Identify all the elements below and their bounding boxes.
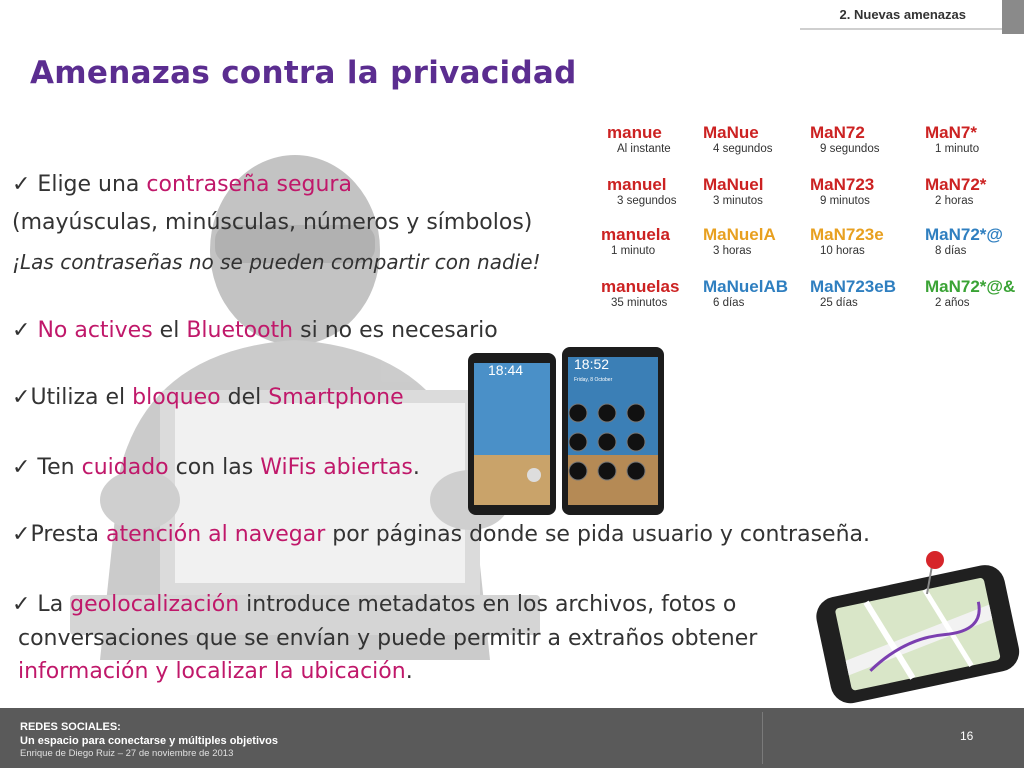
geolocation-line2: conversaciones que se envían y puede permitir a extraños obtener xyxy=(18,626,758,651)
password-word: MaN72 xyxy=(810,123,865,142)
password-example xyxy=(810,277,915,310)
password-example xyxy=(703,225,808,258)
password-example xyxy=(810,225,915,258)
password-strength-table xyxy=(595,120,1024,315)
password-word: MaN72*@ xyxy=(925,225,1003,244)
lockscreen-phones xyxy=(466,345,666,520)
crack-time: 3 minutos xyxy=(713,195,763,207)
password-example xyxy=(601,225,706,258)
password-hint: (mayúsculas, minúsculas, números y símbolos) xyxy=(12,210,533,235)
page-title: Amenazas contra la privacidad xyxy=(30,55,577,91)
password-example xyxy=(703,277,808,310)
password-example xyxy=(925,175,1024,208)
crack-time: Al instante xyxy=(617,143,671,155)
check-icon: ✓ xyxy=(12,592,31,617)
map-pin-icon xyxy=(926,551,944,569)
password-example xyxy=(607,175,712,208)
password-example xyxy=(601,277,706,310)
password-example xyxy=(703,123,808,156)
phone2-time: 18:52 xyxy=(574,356,610,372)
phone1-time: 18:44 xyxy=(488,362,524,378)
check-icon: ✓ xyxy=(12,318,31,343)
password-word: MaN72*@& xyxy=(925,277,1016,296)
crack-time: 35 minutos xyxy=(611,297,668,309)
footer-title: REDES SOCIALES: xyxy=(20,721,121,733)
password-word: manuelas xyxy=(601,277,680,296)
crack-time: 9 segundos xyxy=(820,143,880,155)
password-word: manue xyxy=(607,123,662,142)
crack-time: 3 segundos xyxy=(617,195,677,207)
password-example xyxy=(607,123,712,156)
check-icon: ✓ xyxy=(12,522,31,547)
password-example xyxy=(703,175,808,208)
check-icon: ✓ xyxy=(12,172,31,197)
crack-time: 8 días xyxy=(935,245,967,257)
bullet-wifi: ✓ Ten cuidado con las WiFis abiertas. xyxy=(12,455,420,480)
password-word: manuel xyxy=(607,175,667,194)
password-word: MaN723eB xyxy=(810,277,896,296)
bullet-browsing: ✓Presta atención al navegar por páginas donde se pida usuario y contraseña. xyxy=(12,522,870,547)
password-example xyxy=(810,175,915,208)
password-example xyxy=(810,123,915,156)
password-warning: ¡Las contraseñas no se pueden compartir con nadie! xyxy=(12,250,541,274)
pattern-dots xyxy=(569,404,645,480)
password-word: MaNue xyxy=(703,123,759,142)
crack-time: 9 minutos xyxy=(820,195,870,207)
footer-author: Enrique de Diego Ruiz – 27 de noviembre de 2013 xyxy=(20,748,234,759)
crack-time: 2 horas xyxy=(935,195,974,207)
password-word: MaN723e xyxy=(810,225,884,244)
top-right-block xyxy=(1002,0,1024,34)
section-underline xyxy=(800,28,1002,30)
check-icon: ✓ xyxy=(12,455,31,480)
password-word: manuela xyxy=(601,225,670,244)
footer-divider xyxy=(762,712,763,764)
crack-time: 25 días xyxy=(820,297,858,309)
password-example xyxy=(925,277,1024,310)
bullet-geolocation: ✓ La geolocalización introduce metadatos en los archivos, fotos o xyxy=(12,592,737,617)
password-word: MaNuelAB xyxy=(703,277,789,296)
bullet-password: ✓ Elige una contraseña segura xyxy=(12,172,352,197)
bullet-bluetooth: ✓ No actives el Bluetooth si no es necesario xyxy=(12,318,498,343)
crack-time: 2 años xyxy=(935,297,970,309)
crack-time: 6 días xyxy=(713,297,745,309)
password-word: MaN7* xyxy=(925,123,977,142)
password-word: MaN723 xyxy=(810,175,875,194)
geolocation-line3: información y localizar la ubicación. xyxy=(18,659,413,684)
password-word: MaNuelA xyxy=(703,225,776,244)
gps-phone-illustration xyxy=(815,550,1024,705)
crack-time: 4 segundos xyxy=(713,143,773,155)
crack-time: 3 horas xyxy=(713,245,752,257)
crack-time: 1 minuto xyxy=(935,143,980,155)
check-icon: ✓ xyxy=(12,385,31,410)
section-label: 2. Nuevas amenazas xyxy=(839,7,966,22)
page-number: 16 xyxy=(960,729,974,743)
password-word: MaNuel xyxy=(703,175,764,194)
password-word: MaN72* xyxy=(925,175,987,194)
crack-time: 1 minuto xyxy=(611,245,656,257)
footer-subtitle: Un espacio para conectarse y múltiples objetivos xyxy=(20,735,278,747)
bullet-lock: ✓Utiliza el bloqueo del Smartphone xyxy=(12,385,404,410)
section-tab xyxy=(0,0,1000,30)
password-example xyxy=(925,123,1024,156)
phone2-date: Friday, 8 October xyxy=(574,377,613,383)
crack-time: 10 horas xyxy=(820,245,865,257)
password-example xyxy=(925,225,1024,258)
